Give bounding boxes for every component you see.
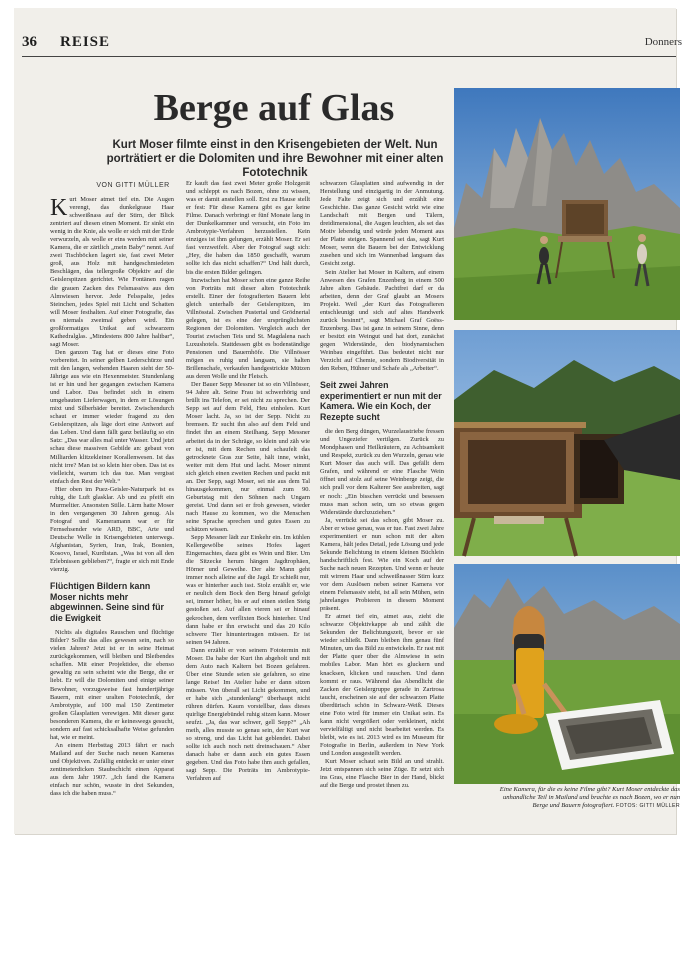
subheading-1: Flüchtigen Bildern kann Moser nichts mehr abgewinnen. Seine sind für die Ewigkeit	[50, 581, 164, 623]
photo-caption	[492, 786, 680, 811]
photo-credit: FOTOS: GITTI MÜLLER	[616, 803, 680, 810]
paragraph: Ja, verrückt sei das schon, gibt Moser zu. Aber er wisse genau, was er tue. Fast zwei Jahre experimentiert er nun schon mit der alten Kamera, hält jedes Detail, jede Lösung und jede Sekunde Belichtung in einem kleinen Büchlein handschriftlich fest. Wie ein Koch auf der Suche nach neuen Rezepten. Und wenn er heute mit wirrem Haar und schweißnasser Stirn kurz vor dem Auslösen neben seiner Kamera vor einem Felsmassiv steht, ist all sein Mühen, sein jahrelanges Probieren in diesem Moment präsent.	[320, 516, 444, 613]
paragraph: Hier oben im Puez-Geisler-Naturpark ist es ruhig, die Luft glasklar. Ab und zu pfeift ein Murmeltier. Ansonsten Stille. Lärm hatte Moser in den vergangenen 30 Jahren genug. Als Fotograf und Kameramann war er für Fernsehsender wie ARD, BBC, Arte und Deutsche Welle in Krisengebieten unterwegs. Afghanistan, Syrien, Iran, Irak, Bosnien, Kosovo, Israel, Kurdistan. „Was ist von all den Erlebnissen geblieben?“, fragte er sich mit Ende vierzig.	[50, 485, 174, 574]
paragraph: Er atmet tief ein, atmet aus, zieht die schwarze Objektivkappe ab und zählt die Sekunden der Belichtungszeit, bevor er sie wieder schließt. Dann bleiben ihm genau fünf Minuten, um das Bild zu entwickeln. Er rast mit der Platte quer über die Almwiese in sein mobiles Labor. Man hört es gluckern und knacksen, klicken und rauschen. Und dann kommt er raus. Während das Abendlicht die Zacken der Geislergruppe gerade in Zartrosa taucht, erscheinen sie auf der schwarzen Platte überdürisch schön in Schwarz-Weiß. Dieses eine Foto wird für immer ein Unikat sein. Es kann nicht vergrößert oder verkleinert, nicht vervielfältigt und nicht bearbeitet werden. Es bleibt, wie es ist. 2013 wird es im Museum für Fotografie in Berlin, außerdem in New York und London ausgestellt werden.	[320, 613, 444, 757]
paragraph: Den ganzen Tag hat er dieses eine Foto vorbereitet. In seiner gelben Lederschürze und mit den langen, wehenden Haaren sieht der 50-Jährige aus wie ein Hexenmeister. Stundenlang ist er hin und her gegangen zwischen Kamera und Labor. Das befindet sich in einem umgebauten Lieferwagen, in dem er Lösungen mixt und Silberbäder bereitet. Zwischendurch schaut er immer wieder fragend zu den Geislerspitzen, als läge dort eine Antwort auf das Leben. Und dann fällt ganz beiläufig so ein Satz: „Das war alles mal unter Wasser. Und jetzt schau diese massiven Gebilde an: gebaut von Milliarden klitzekleiner Korallenwesen. Ist das nicht irre? Man ist so klein hier oben. Das ist es vielleicht, warum ich das tue. Man vergisst einfach den Rest der Welt.“	[50, 348, 174, 485]
paragraph: Sepp Messner lädt zur Einkehr ein. Im kühlen Kellergewölbe seines Hofes lagert Eingemachtes, dazu gibt es Wein und Bier. Um die Sitzecke herum hängen Jagdtrophäen, Hörner und Geweihe. Der alte Mann geht immer noch alleine auf die Jagd. Er schießt nur, was er hinterher auch isst. Stolz erzählt er, wie er neulich dem Bock den Berg hinauf gefolgt sei, immer höher, bis er auf einen steilen Steig gestoßen sei. Auf allen vieren sei er hinauf gekrochen, dem verflixten Bock hinterher. Und dann habe er ihn erwischt und das 20 Kilo schwere Tier hinuntertragen müssen. Er ist seinen 94 Jahren.	[186, 534, 310, 646]
page-header	[22, 34, 682, 54]
paragraph: Der Bauer Sepp Messner ist so ein Villnösser, 94 Jahre alt. Seine Frau ist schwerhörig und brüllt ins Telefon, er sei nicht zu sprechen. Der Sepp sei auf dem Feld, Heu einholen. Kurt Moser lacht. Ja, so ist der Sepp. Nicht zu bremsen. Er sucht ihn also auf dem Feld und findet ihn an einem Steilhang. Sepp Messner arbeitet da in der Schräge, so klein und zäh wie er ist, mit dem Rechen und schaufelt das getrocknete Gras zur Seite, hält inne, winkt, weiter mit dem Hut und lacht. Moser nimmt sich gleich einen zweiten Rechen und packt mit an. Der Sepp, sagt Moser, sei nie aus dem Tal hinausgekommen, nur einmal zum 90. Geburtstag mit den Söhnen nach Ungarn gereist. Und dann sei er froh gewesen, wieder nach Hause zu kommen, wo die Menschen seine Sprache sprechen und gutes Essen zu schätzen wissen.	[186, 381, 310, 534]
byline: VON GITTI MÜLLER	[96, 182, 170, 189]
paragraph: An einem Herbsttag 2013 fährt er nach Mailand auf der Suche nach neuen Kameras und Objektiven. Zufällig entdeckt er unter einer zentimeterdicken Staubschicht einen Apparat aus dem Jahr 1907. „Ich fand die Kamera einfach nur schön, wusste in drei Sekunden, dass ich die haben muss.“	[50, 741, 174, 798]
caption-text: Eine Kamera, für die es keine Filme gibt? Kurt Moser entdeckte das unhandliche Teil in Mailand und brachte es nach Bozen, wo er nun Berge und Bauern fotografiert.	[499, 786, 680, 810]
section-label: REISE	[60, 34, 111, 50]
paragraph: Sein Atelier hat Moser in Kaltern, auf einem Anwesen des Grafen Enzenberg in einem 500 Jahre alten Gebäude. Pachtfrei darf er da arbeiten, denn der Graf glaubt an Mosers Projekt. Weil „der Kurt das Fotografieren entschleunigt und sich auf altes Handwerk zurück besinnt“, sagt Michael Graf Goëss-Enzenberg. Das ist ganz in seinem Sinne, denn er besitzt ein Weingut und hat dort, zunächst gegen Widerstände, den biodynamischen Weinbau eingeführt. Das bedeutet nicht nur Verzicht auf Chemie, sondern Biodiversität in den Reben, Hühner und Schafe als „Arbeiter“.	[320, 268, 444, 373]
paragraph: Dann erzählt er von seinem Fototermin mit Moser. Da habe der Kurt ihn abgeholt und mit dem Auto nach Kaltern bei Bozen gefahren. Über eine Stunde seien sie gefahren, so eine lange Reise! Im Atelier habe er dann sitzen müssen. Von überall sei Licht gekommen, und er habe sich „stundenlang“ überhaupt nicht rühren dürfen. Kaum vorstellbar, dass dieses quirlige Energiebündel ruhig sitzen kann. Moser seufzt. „Ja, das war schwer, gell Sepp?“ „Ah meih, alles musste so genau sein, der Kurt war so streng, und das Licht hat geblendet. Dabei sollte ich auch noch nett dreinschauen.“ Aber danach habe er dann auch ein gutes Essen gegeben. Und das Foto habe ihm auch gefallen, sagt Sepp. Die Porträts im Ambrotypie-Verfahren auf	[186, 646, 310, 783]
photo-dolomites-camera	[454, 88, 680, 320]
paragraph: Nichts als digitales Rauschen und flüchtige Bilder? Sollte das alles gewesen sein, nach so vielen Jahren? Jetzt ist er in seine Heimat zurückgekommen, will bleiben und Bleibendes schaffen. Mit einer Projektidee, die ebenso gewaltig zu sein scheint wie die Berge, die er liebt. Er will die Dolomiten und einige seiner Bewohner, vorzugsweise fast hundertjährige Bauern, mit einer uralten Fototechnik, der Ambrotypie, auf 100 mal 150 Zentimeter großen Glasplatten verewigen. Mit dieser ganz besonderen Kamera, die er keineswegs gesucht, sondern auf fast schicksalhafte Weise gefunden hat, wie er meint.	[50, 629, 174, 741]
text-column-2	[186, 180, 310, 820]
header-rule	[22, 56, 676, 57]
paragraph: Kurt Moser schaut sein Bild an und strahlt. Jetzt entspannen sich seine Züge. Er setzt sich ins Gras, eine Flasche Bier in der Hand, blickt auf die Berge und prostet ihnen zu.	[320, 758, 444, 790]
page-number: 36	[22, 34, 37, 50]
article-deck: Kurt Moser filmte einst in den Krisengebieten der Welt. Nun porträtiert er die Dolomiten und ihre Bewohner mit einer alten Fototechnik	[106, 139, 444, 179]
paragraph: Er kauft das fast zwei Meter große Holzgerät und schleppt es nach Bozen, ohne zu wissen, was er damit anstellen soll. Erst zu Hause stellt er fest: Für diese Kamera gibt es gar keine Filme. Danach verbringt er fünf Monate lang in der Dunkelkammer und versucht, ein Foto im Ambrotypie-Verfahren herzustellen. Kein einziges ist ihm gelungen, erzählt Moser. Er sei fast verzweifelt. Aber der Fotograf sagt sich: „Hey, die haben das 1850 geschafft, warum sollte ich das nicht schaffen?“ Und hält durch, bis die ersten Bilder gelingen.	[186, 180, 310, 276]
photo-glass-plate-tray	[454, 564, 680, 784]
subheading-2: Seit zwei Jahren experimentiert er nun mit der Kamera. Wie ein Koch, der Rezepte sucht	[320, 380, 442, 422]
paragraph: die den Berg düngen, Wurzelaustriebe fressen und Ungeziefer vertilgen. Zurück zu Mondphasen und Heilkräutern, zu Achtsamkeit und Respekt, zurück zu den Wurzeln, genau wie Kurt Moser das auch will. Das gefällt dem Grafen, und während er eine Flasche Wein öffnet und stolz auf seine Weinberge zeigt, die sich prall vor dem Kalterer See ausbreiten, sagt er noch: „Ein bisschen verrückt und besessen muss man schon sein, um so etwas gegen Widerstände durchzuziehen.“	[320, 428, 444, 516]
paragraph: Inzwischen hat Moser schon eine ganze Reihe von Porträts mit dieser alten Fototechnik erstellt. Einer der fotografierten Bauern lebt gleich unterhalb der Geislerspitzen, im Villnösstal. Zwischen Pustertal und Grödnertal gelegen, ist es eine der ursprünglichsten Regionen der Dolomiten. Vergleich auch der Tourist zwischen Teis und St. Magdalena nach Luxushotels. Stattdessen gibt es bodenständige Pensionen und Bauernhöfe. Die Villnösser mögen es ruhig und langsam, sie halten Brillenschafe, verkaufen handgestrickte Mützen aus deren Wolle und ihr Fleisch.	[186, 276, 310, 381]
article-headline: Berge auf Glas	[153, 87, 395, 129]
photo-large-format-camera	[454, 330, 680, 556]
issue-date: Donners	[644, 36, 682, 48]
text-column-3	[320, 180, 444, 820]
newspaper-page	[14, 8, 682, 834]
paragraph: Kurt Moser atmet tief ein. Die Augen verengt, das dunkelgraue Haar schweißnass auf der Stirn, der Blick zentriert auf diesen einen Moment. Er sinkt ein wenig in die Knie, als wolle er sich mit der Erde verwurzeln, als wolle er eins werden mit seiner Kamera, die er zärtlich „mein Baby“ nennt. Auf zwei Tischböcken lagert sie, fast zwei Meter groß, aus Holz mit handgeschmiedeten Beschlägen, das tellergroße Objektiv auf die Geislerspitzen gerichtet. Wie Fontänen ragen die grauen Zacken des Felsmassivs aus den Almwiesen hervor. Jede Felsspalte, jedes Steinchen, jedes Spiel mit Licht und Schatten will Moser festhalten. Auf einer Fotografie, das es niemals zweimal geben wird. Ein großformatiges Unikat auf schwarzem Kathedralglas. „Mindestens 800 Jahre haltbar“, sagt Moser.	[50, 195, 174, 348]
drop-cap: K	[50, 195, 68, 221]
paragraph: schwarzen Glasplatten sind aufwendig in der Herstellung und einzigartig in der Anmutung. Jede Falte zeigt sich und erzählt eine Geschichte. Das ganze Gesicht wirkt wie eine Landschaft mit Bergen und Tälern, dreidimensional, die Augen leuchten, als sei das Motiv lebendig und würde jeden Moment aus der Platte steigen. Spannend sei das, sagt Kurt Moser, wenn die Bauern bei der Entwicklung zusehen und sich im Wannenbad langsam das Gesicht zeigt.	[320, 180, 444, 268]
text-column-1	[50, 196, 174, 820]
